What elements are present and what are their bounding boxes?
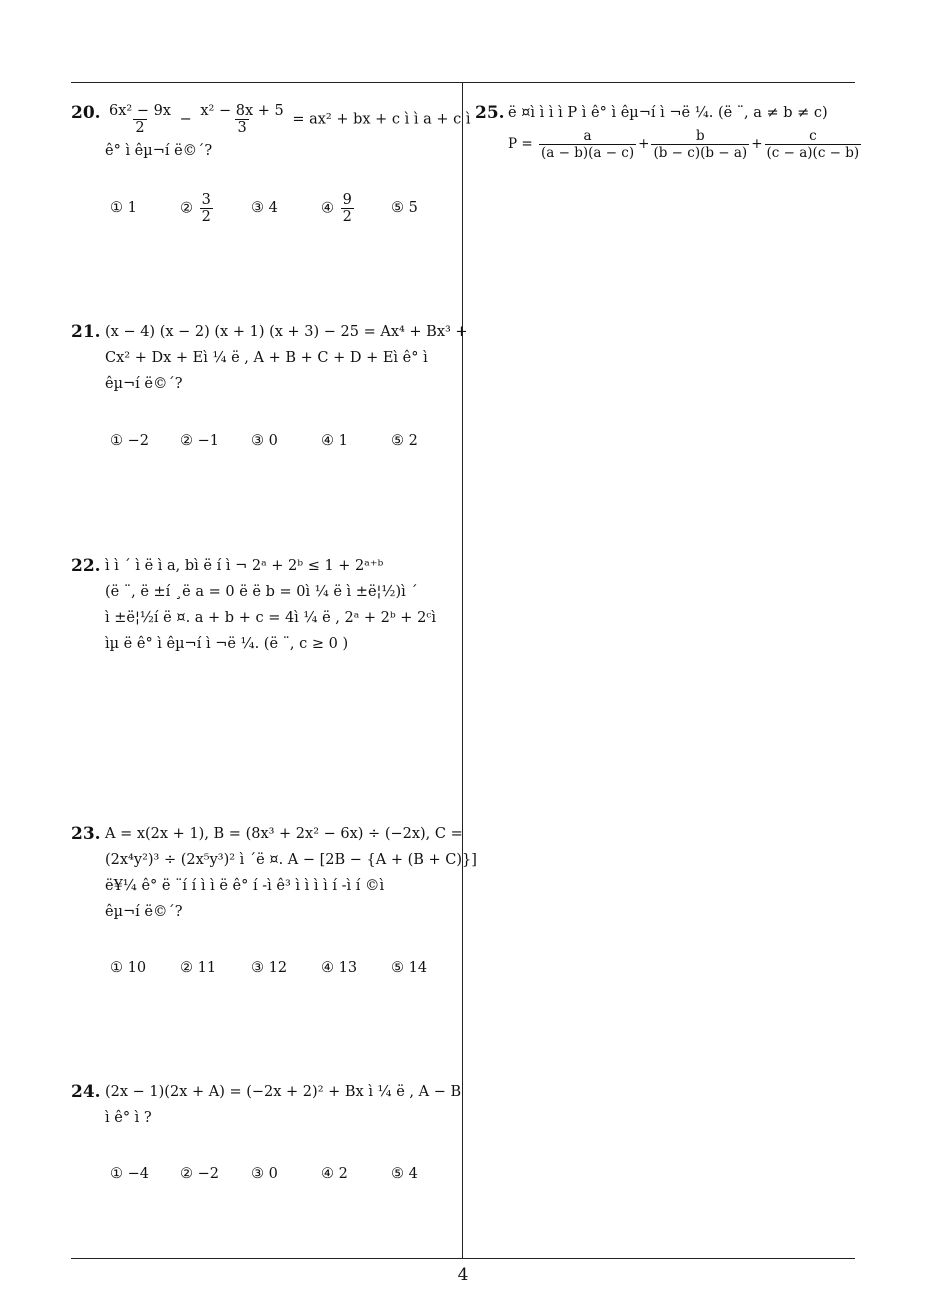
plus-sign: +	[751, 136, 763, 152]
choice-2[interactable]: ② −2	[180, 1166, 219, 1182]
choice-1[interactable]: ① 10	[110, 960, 147, 976]
choice-marker: ④	[321, 200, 334, 217]
fraction-denominator: 2	[135, 120, 145, 136]
question-21-line-1: (x − 4) (x − 2) (x + 1) (x + 3) − 25 = Ax⁴ + Bx³ +	[105, 324, 468, 340]
choice-marker: ②	[180, 200, 193, 217]
fraction-numerator: b	[696, 128, 705, 144]
fraction-1	[107, 103, 173, 136]
plus-sign: +	[638, 136, 650, 152]
question-text: = ax² + bx + c ì ì a + c ì	[292, 111, 471, 128]
fraction-numerator: 6x² − 9x	[109, 103, 171, 119]
question-23-line-3: ë¥¼ ê° ë ¨í í ì ì ë ê° í -ì ê³ ì ì ì ì í -ì í ©ì	[105, 878, 385, 894]
question-23-line-1: A = x(2x + 1), B = (8x³ + 2x² − 6x) ÷ (−2x), C =	[105, 826, 463, 842]
question-22-line-3: ì ±ë¦½í ë ¤. a + b + c = 4ì ¼ ë , 2ᵃ + 2ᵇ + 2ᶜì	[105, 610, 436, 626]
fraction-numerator: c	[809, 128, 817, 144]
fraction-2	[198, 103, 285, 136]
choice-2[interactable]	[180, 192, 215, 225]
choice-3[interactable]: ③ 4	[251, 200, 278, 216]
choice-3[interactable]: ③ 0	[251, 433, 278, 449]
question-number: 25.	[475, 103, 505, 123]
question-22-line-2: (ë ¨, ë ±í ¸ë a = 0 ë ë b = 0ì ¼ ë ì ±ë¦½)ì ´	[105, 584, 418, 600]
top-rule	[71, 82, 855, 83]
choice-5[interactable]: ⑤ 4	[391, 1166, 418, 1182]
minus-sign: −	[179, 111, 192, 128]
question-21-line-2: Cx² + Dx + Eì ¼ ë , A + B + C + D + Eì ê° ì	[105, 350, 428, 366]
choice-fraction	[200, 192, 213, 225]
page-number: 4	[457, 1265, 469, 1285]
choice-5[interactable]: ⑤ 14	[391, 960, 428, 976]
question-number: 22.	[71, 556, 101, 576]
choice-2[interactable]: ② 11	[180, 960, 217, 976]
formula-term-3	[765, 128, 862, 161]
fraction-denominator: 3	[237, 120, 247, 136]
choice-1[interactable]: ① −4	[110, 1166, 149, 1182]
formula-term-2	[651, 128, 749, 161]
choice-1[interactable]: ① 1	[110, 200, 137, 216]
question-24-line-2: ì ê° ì ?	[105, 1110, 152, 1126]
choice-5[interactable]: ⑤ 2	[391, 433, 418, 449]
fraction-denominator: (a − b)(a − c)	[540, 145, 635, 161]
choice-2[interactable]: ② −1	[180, 433, 219, 449]
question-22-line-1: ì ì ´ ì ë ì a, bì ë í ì ¬ 2ᵃ + 2ᵇ ≤ 1 + 2ᵃ⁺ᵇ	[105, 558, 384, 574]
fraction-numerator: 9	[342, 192, 352, 208]
formula-term-1	[539, 128, 636, 161]
question-number: 23.	[71, 824, 101, 844]
question-25-formula	[508, 128, 863, 161]
question-21-line-3: êµ¬í ë©´?	[105, 376, 183, 392]
question-number: 24.	[71, 1082, 101, 1102]
fraction-denominator: 2	[342, 209, 352, 225]
choice-4[interactable]	[321, 192, 356, 225]
question-number: 21.	[71, 322, 101, 342]
question-number: 20.	[71, 103, 101, 123]
fraction-numerator: 3	[201, 192, 211, 208]
fraction-denominator: 2	[201, 209, 211, 225]
question-23-line-4: êµ¬í ë©´?	[105, 904, 183, 920]
question-24-line-1: (2x − 1)(2x + A) = (−2x + 2)² + Bx ì ¼ ë , A − B	[105, 1084, 462, 1100]
question-23-line-2: (2x⁴y²)³ ÷ (2x⁵y³)² ì ´ë ¤. A − [2B − {A + (B + C)}]	[105, 852, 477, 868]
choice-4[interactable]: ④ 2	[321, 1166, 348, 1182]
fraction-numerator: x² − 8x + 5	[200, 103, 284, 119]
fraction-numerator: a	[583, 128, 592, 144]
choice-3[interactable]: ③ 0	[251, 1166, 278, 1182]
question-20-line-2: ê° ì êµ¬í ë©´?	[105, 143, 213, 159]
choice-fraction	[341, 192, 354, 225]
choice-3[interactable]: ③ 12	[251, 960, 288, 976]
choice-1[interactable]: ① −2	[110, 433, 149, 449]
question-20-line-1	[105, 103, 471, 136]
fraction-denominator: (b − c)(b − a)	[653, 145, 748, 161]
question-22-line-4: ìµ ë ê° ì êµ¬í ì ¬ë ¼. (ë ¨, c ≥ 0 )	[105, 636, 349, 652]
formula-lhs: P =	[508, 136, 533, 152]
choice-4[interactable]: ④ 13	[321, 960, 358, 976]
bottom-rule	[71, 1258, 855, 1259]
choice-5[interactable]: ⑤ 5	[391, 200, 418, 216]
column-divider	[462, 83, 463, 1259]
question-25-line-1: ë ¤ì ì ì ì P ì ê° ì êµ¬í ì ¬ë ¼. (ë ¨, a ≠ b ≠ c)	[508, 105, 828, 121]
choice-4[interactable]: ④ 1	[321, 433, 348, 449]
fraction-denominator: (c − a)(c − b)	[766, 145, 860, 161]
